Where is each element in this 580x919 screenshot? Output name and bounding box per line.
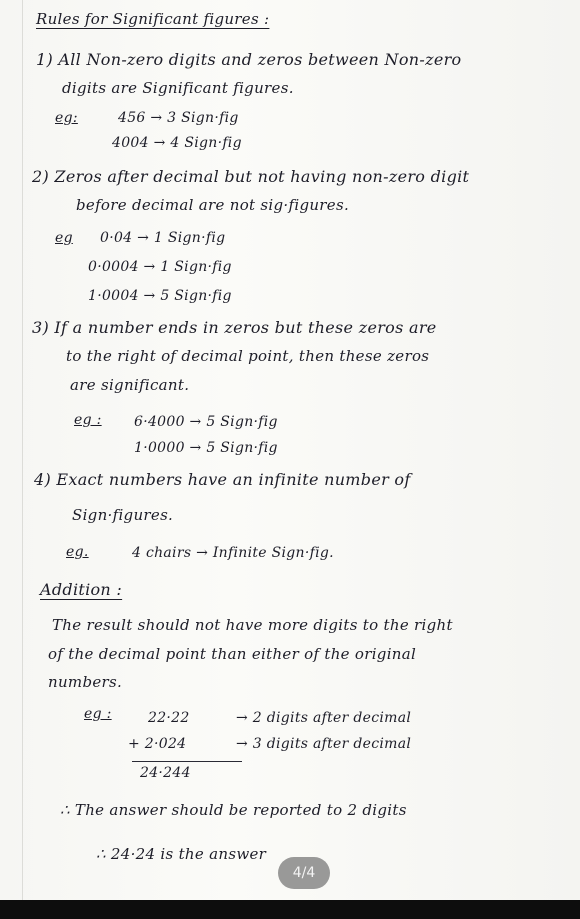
rule1-eg-label: eg: — [55, 110, 78, 126]
addition-conclusion-1: ∴ The answer should be reported to 2 digits — [60, 801, 407, 819]
rule2-eg-label: eg — [55, 230, 73, 246]
rule3-line1: 3) If a number ends in zeros but these zeros are — [32, 318, 437, 337]
page-title: Rules for Significant figures : — [36, 10, 270, 28]
addition-line3: numbers. — [48, 673, 123, 691]
addition-row2-note: → 3 digits after decimal — [236, 736, 412, 752]
addition-sum: 24·244 — [140, 765, 191, 781]
rule2-line2: before decimal are not sig·figures. — [76, 196, 350, 214]
rule3-line2: to the right of decimal point, then these zeros — [66, 347, 430, 365]
addition-row1-number: 22·22 — [148, 710, 190, 726]
rule2-line1: 2) Zeros after decimal but not having non-zero digit — [32, 167, 470, 186]
addition-line2: of the decimal point than either of the original — [48, 645, 417, 663]
rule2-example-1: 0·04 → 1 Sign·fig — [100, 230, 226, 246]
rule4-example-1: 4 chairs → Infinite Sign·fig. — [132, 545, 334, 561]
rule2-example-2: 0·0004 → 1 Sign·fig — [88, 259, 232, 275]
rule1-line2: digits are Significant figures. — [62, 79, 294, 97]
addition-row2-number: + 2·024 — [128, 736, 187, 752]
sum-underline — [132, 761, 242, 762]
rule1-example-1: 456 → 3 Sign·fig — [118, 110, 239, 126]
rule3-example-1: 6·4000 → 5 Sign·fig — [134, 414, 278, 430]
rule4-eg-label: eg. — [66, 544, 89, 560]
page-indicator-badge: 4/4 — [278, 857, 330, 889]
bottom-bar — [0, 900, 580, 919]
addition-eg-label: eg : — [84, 706, 112, 722]
addition-heading: Addition : — [40, 580, 123, 599]
addition-conclusion-2: ∴ 24·24 is the answer — [96, 845, 267, 863]
addition-row1-note: → 2 digits after decimal — [236, 710, 412, 726]
rule2-example-3: 1·0004 → 5 Sign·fig — [88, 288, 232, 304]
addition-line1: The result should not have more digits to the right — [52, 616, 453, 634]
rule3-eg-label: eg : — [74, 412, 102, 428]
rule4-line2: Sign·figures. — [72, 506, 174, 524]
margin-line — [22, 0, 23, 900]
rule1-line1: 1) All Non-zero digits and zeros between Non-zero — [36, 50, 462, 69]
rule3-example-2: 1·0000 → 5 Sign·fig — [134, 440, 278, 456]
rule4-line1: 4) Exact numbers have an infinite number of — [34, 470, 411, 489]
rule1-example-2: 4004 → 4 Sign·fig — [112, 135, 242, 151]
rule3-line3: are significant. — [70, 376, 190, 394]
